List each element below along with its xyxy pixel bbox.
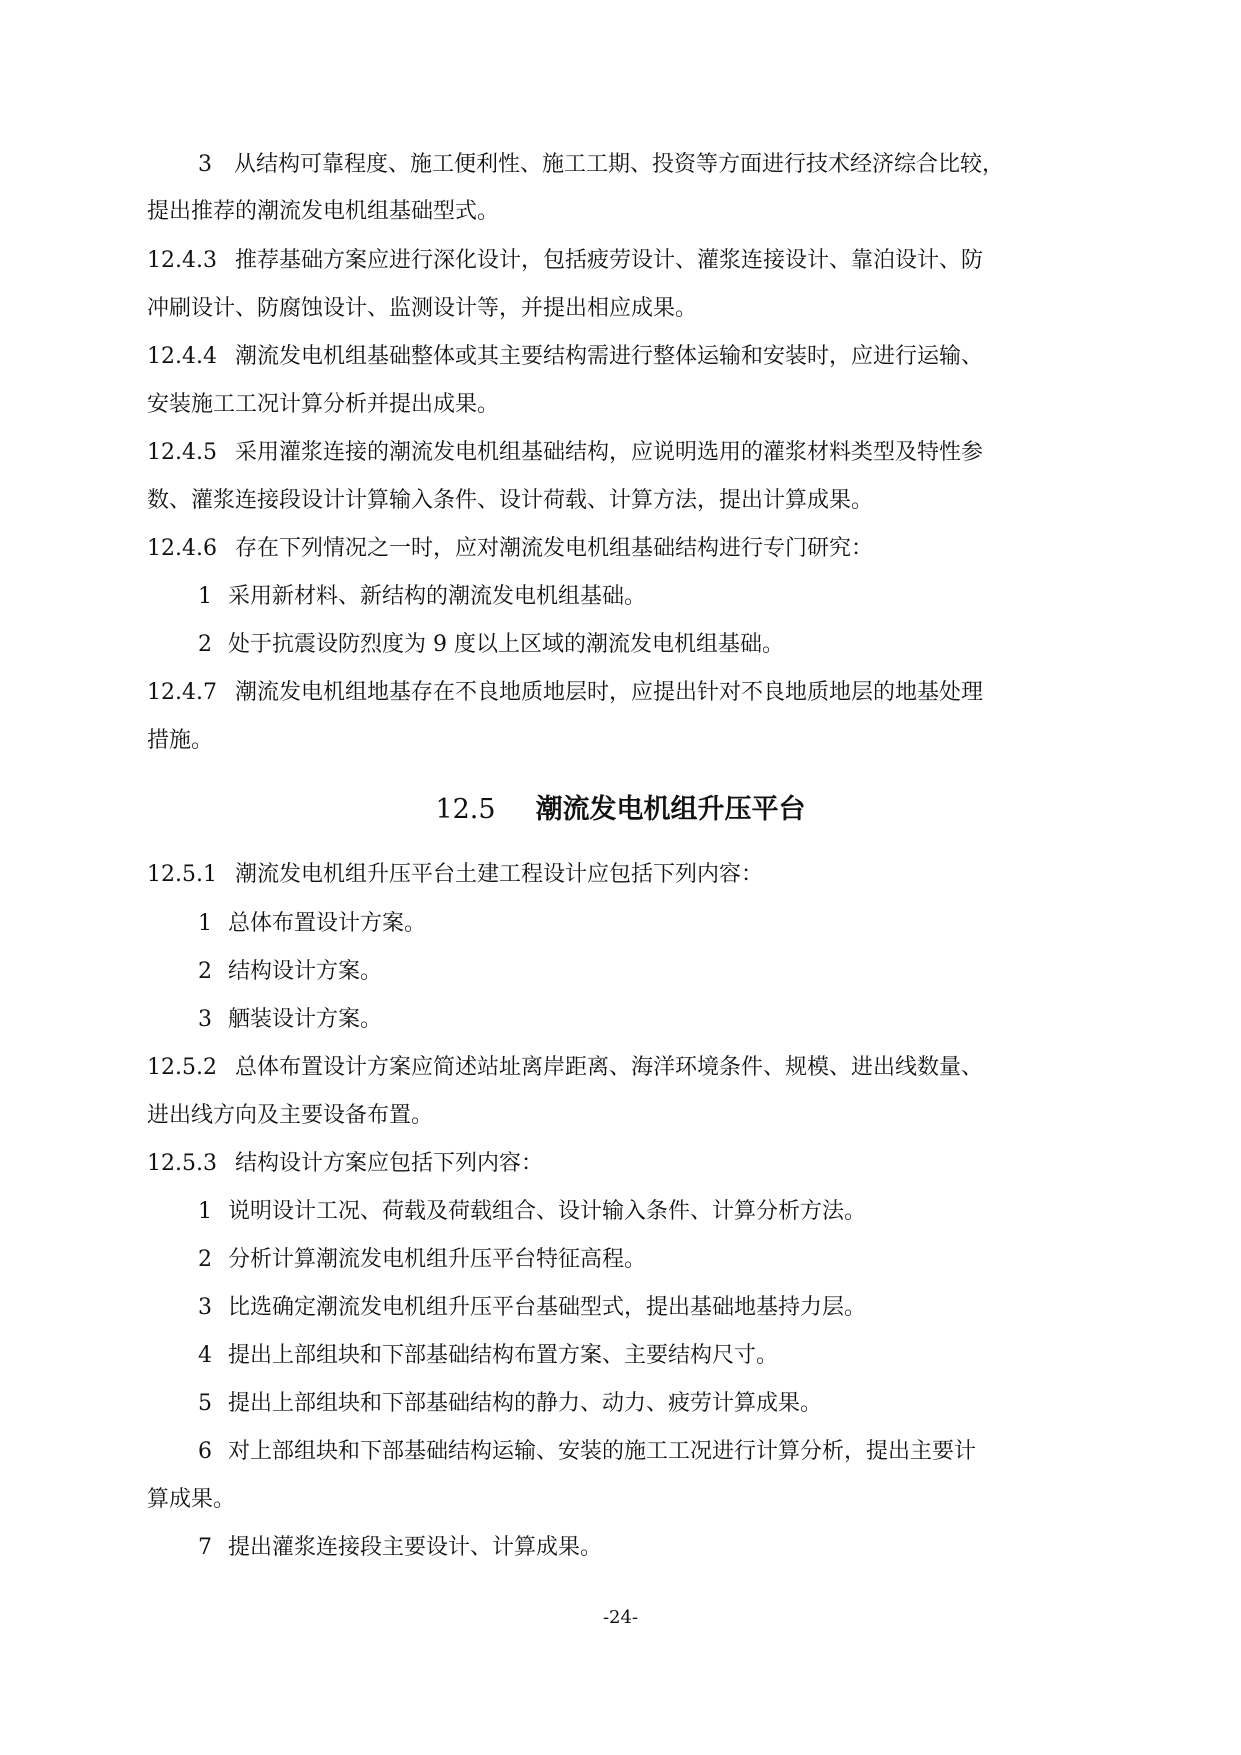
item-text: 提出上部组块和下部基础结构布置方案、主要结构尺寸。 [228,1343,779,1368]
clause-text: 潮流发电机组基础整体或其主要结构需进行整体运输和安装时，应进行运输、 [235,344,984,369]
item-text: 比选确定潮流发电机组升压平台基础型式，提出基础地基持力层。 [228,1295,867,1320]
item-text: 对上部组块和下部基础结构运输、安装的施工工况进行计算分析，提出主要计 [228,1439,977,1464]
item-text: 舾装设计方案。 [228,1007,383,1032]
list-item-text: 3 从结构可靠程度、施工便利性、施工工期、投资等方面进行技术经济综合比较， [198,152,1004,177]
clause-number: 12.4.3 [147,248,217,273]
item-text: 提出上部组块和下部基础结构的静力、动力、疲劳计算成果。 [228,1391,823,1416]
clause-12-5-2 [147,1053,983,1083]
item-text: 总体布置设计方案。 [228,911,427,936]
clause-number: 12.5.3 [147,1151,217,1176]
page-number: -24- [602,1607,639,1628]
clause-text: 推荐基础方案应进行深化设计，包括疲劳设计、灌浆连接设计、靠泊设计、防 [235,248,984,273]
list-item [198,1437,976,1467]
item-text: 提出灌浆连接段主要设计、计算成果。 [228,1535,603,1560]
item-number: 5 [198,1391,212,1416]
item-number: 1 [198,1199,212,1224]
item-number: 2 [198,632,212,657]
list-item [198,1005,382,1035]
section-title: 潮流发电机组升压平台 [535,794,806,825]
clause-text: 采用灌浆连接的潮流发电机组基础结构，应说明选用的灌浆材料类型及特性参 [235,440,984,465]
list-item [198,1197,866,1227]
section-number: 12.5 [435,794,496,825]
clause-12-4-6 [147,534,873,564]
clause-number: 12.4.7 [147,680,217,705]
item-number: 3 [198,1007,212,1032]
clause-number: 12.4.5 [147,440,217,465]
continuation-text: 安装施工工况计算分析并提出成果。 [147,392,500,417]
item-number: 4 [198,1343,212,1368]
clause-number: 12.4.6 [147,536,217,561]
clause-number: 12.4.4 [147,344,217,369]
item-number: 6 [198,1439,212,1464]
clause-12-4-7 [147,678,983,708]
list-item [198,957,382,987]
item-text: 结构设计方案。 [228,959,383,984]
clause-12-4-3 [147,246,983,276]
list-item [198,582,646,612]
list-item [198,909,426,939]
list-item [198,630,784,660]
item-number: 7 [198,1535,212,1560]
clause-text: 结构设计方案应包括下列内容： [235,1151,544,1176]
item-number: 3 [198,1295,212,1320]
section-heading [0,792,1241,828]
continuation-text: 算成果。 [147,1487,236,1512]
item-number: 1 [198,584,212,609]
item-number: 1 [198,911,212,936]
clause-text: 潮流发电机组地基存在不良地质地层时，应提出针对不良地质地层的地基处理 [235,680,984,705]
clause-text: 存在下列情况之一时，应对潮流发电机组基础结构进行专门研究： [235,536,874,561]
list-item [198,1533,602,1563]
list-item [198,1341,778,1371]
continuation-text: 数、灌浆连接段设计计算输入条件、设计荷载、计算方法，提出计算成果。 [147,488,874,513]
clause-text: 潮流发电机组升压平台土建工程设计应包括下列内容： [235,862,764,887]
list-item [198,1389,822,1419]
continuation-text: 措施。 [147,728,214,753]
clause-12-5-1 [147,860,763,890]
clause-12-4-4 [147,342,983,372]
item-number: 2 [198,959,212,984]
continuation-text: 提出推荐的潮流发电机组基础型式。 [147,199,500,224]
clause-12-4-5 [147,438,983,468]
list-item [198,1245,646,1275]
clause-text: 总体布置设计方案应简述站址离岸距离、海洋环境条件、规模、进出线数量、 [235,1055,984,1080]
clause-12-5-3 [147,1149,543,1179]
item-text: 采用新材料、新结构的潮流发电机组基础。 [228,584,647,609]
list-item [198,1293,866,1323]
item-text: 说明设计工况、荷载及荷载组合、设计输入条件、计算分析方法。 [228,1199,867,1224]
continuation-text: 进出线方向及主要设备布置。 [147,1103,434,1128]
clause-number: 12.5.1 [147,862,217,887]
item-text: 分析计算潮流发电机组升压平台特征高程。 [228,1247,647,1272]
continuation-text: 冲刷设计、防腐蚀设计、监测设计等，并提出相应成果。 [147,296,698,321]
item-number: 2 [198,1247,212,1272]
clause-number: 12.5.2 [147,1055,217,1080]
item-text: 处于抗震设防烈度为 9 度以上区域的潮流发电机组基础。 [228,632,784,657]
